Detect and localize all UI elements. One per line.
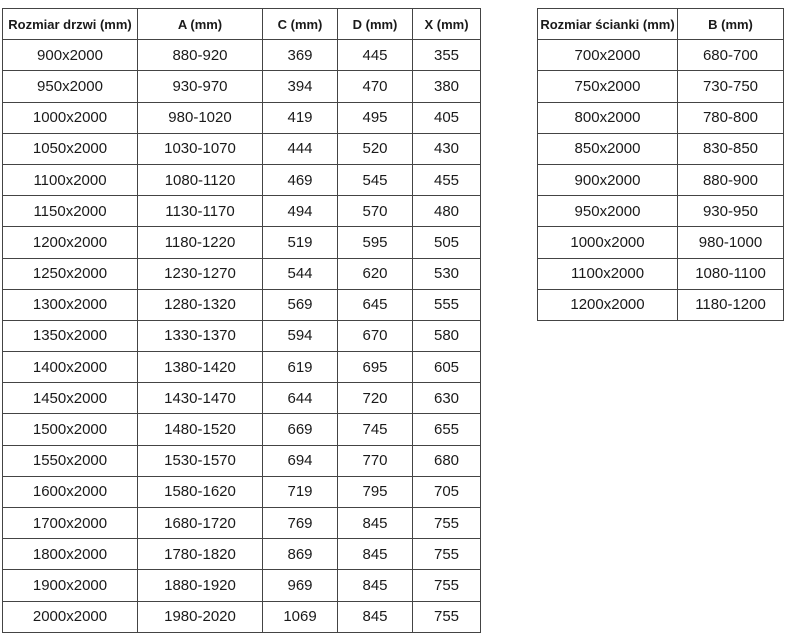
table-row xyxy=(538,196,784,227)
column-header: A (mm) xyxy=(138,9,263,40)
table-cell: 595 xyxy=(338,227,413,258)
table-cell: 1780-1820 xyxy=(138,539,263,570)
table-row xyxy=(3,539,481,570)
table-cell: 830-850 xyxy=(678,133,784,164)
table-cell: 730-750 xyxy=(678,71,784,102)
table-cell: 1230-1270 xyxy=(138,258,263,289)
table-cell: 594 xyxy=(263,320,338,351)
table-cell: 950x2000 xyxy=(3,71,138,102)
table-cell: 950x2000 xyxy=(538,196,678,227)
column-header: X (mm) xyxy=(413,9,481,40)
table-cell: 1200x2000 xyxy=(3,227,138,258)
wall-table-header-row xyxy=(538,9,784,40)
table-row xyxy=(538,164,784,195)
table-cell: 1480-1520 xyxy=(138,414,263,445)
table-cell: 880-900 xyxy=(678,164,784,195)
table-cell: 445 xyxy=(338,40,413,71)
table-cell: 900x2000 xyxy=(538,164,678,195)
table-cell: 750x2000 xyxy=(538,71,678,102)
table-cell: 645 xyxy=(338,289,413,320)
table-cell: 1030-1070 xyxy=(138,133,263,164)
table-cell: 494 xyxy=(263,196,338,227)
table-cell: 850x2000 xyxy=(538,133,678,164)
column-header: C (mm) xyxy=(263,9,338,40)
table-cell: 1300x2000 xyxy=(3,289,138,320)
table-cell: 930-950 xyxy=(678,196,784,227)
table-cell: 2000x2000 xyxy=(3,601,138,632)
table-row xyxy=(3,445,481,476)
table-cell: 444 xyxy=(263,133,338,164)
table-cell: 755 xyxy=(413,570,481,601)
table-cell: 1350x2000 xyxy=(3,320,138,351)
table-cell: 605 xyxy=(413,352,481,383)
table-cell: 1500x2000 xyxy=(3,414,138,445)
table-row xyxy=(3,40,481,71)
table-cell: 930-970 xyxy=(138,71,263,102)
table-cell: 1050x2000 xyxy=(3,133,138,164)
table-cell: 1250x2000 xyxy=(3,258,138,289)
table-cell: 800x2000 xyxy=(538,102,678,133)
door-size-table xyxy=(2,8,481,633)
table-cell: 770 xyxy=(338,445,413,476)
table-row xyxy=(3,508,481,539)
table-row xyxy=(3,476,481,507)
table-cell: 845 xyxy=(338,539,413,570)
column-header: Rozmiar drzwi (mm) xyxy=(3,9,138,40)
wall-size-table xyxy=(537,8,784,321)
table-cell: 630 xyxy=(413,383,481,414)
table-row xyxy=(3,102,481,133)
table-cell: 1680-1720 xyxy=(138,508,263,539)
table-cell: 900x2000 xyxy=(3,40,138,71)
table-row xyxy=(538,133,784,164)
table-row xyxy=(3,71,481,102)
table-cell: 1280-1320 xyxy=(138,289,263,320)
table-cell: 1069 xyxy=(263,601,338,632)
table-cell: 1880-1920 xyxy=(138,570,263,601)
table-cell: 380 xyxy=(413,71,481,102)
table-cell: 695 xyxy=(338,352,413,383)
table-cell: 769 xyxy=(263,508,338,539)
table-cell: 405 xyxy=(413,102,481,133)
table-cell: 1430-1470 xyxy=(138,383,263,414)
table-row xyxy=(3,352,481,383)
table-cell: 969 xyxy=(263,570,338,601)
table-row xyxy=(3,227,481,258)
table-cell: 1150x2000 xyxy=(3,196,138,227)
table-cell: 355 xyxy=(413,40,481,71)
table-cell: 544 xyxy=(263,258,338,289)
table-cell: 555 xyxy=(413,289,481,320)
table-cell: 1100x2000 xyxy=(3,164,138,195)
table-cell: 980-1020 xyxy=(138,102,263,133)
table-cell: 1800x2000 xyxy=(3,539,138,570)
table-cell: 845 xyxy=(338,570,413,601)
table-row xyxy=(3,289,481,320)
table-cell: 755 xyxy=(413,508,481,539)
table-cell: 505 xyxy=(413,227,481,258)
table-cell: 845 xyxy=(338,508,413,539)
table-cell: 1180-1200 xyxy=(678,289,784,320)
table-cell: 1200x2000 xyxy=(538,289,678,320)
column-header: B (mm) xyxy=(678,9,784,40)
table-cell: 1530-1570 xyxy=(138,445,263,476)
table-cell: 755 xyxy=(413,539,481,570)
table-row xyxy=(538,71,784,102)
table-cell: 1080-1120 xyxy=(138,164,263,195)
table-cell: 570 xyxy=(338,196,413,227)
table-cell: 1380-1420 xyxy=(138,352,263,383)
table-cell: 470 xyxy=(338,71,413,102)
table-cell: 719 xyxy=(263,476,338,507)
table-cell: 705 xyxy=(413,476,481,507)
table-cell: 455 xyxy=(413,164,481,195)
table-cell: 694 xyxy=(263,445,338,476)
table-cell: 530 xyxy=(413,258,481,289)
table-cell: 880-920 xyxy=(138,40,263,71)
table-cell: 980-1000 xyxy=(678,227,784,258)
table-cell: 644 xyxy=(263,383,338,414)
table-row xyxy=(538,258,784,289)
table-cell: 545 xyxy=(338,164,413,195)
table-cell: 1130-1170 xyxy=(138,196,263,227)
table-cell: 619 xyxy=(263,352,338,383)
table-cell: 845 xyxy=(338,601,413,632)
table-cell: 1000x2000 xyxy=(3,102,138,133)
table-cell: 369 xyxy=(263,40,338,71)
table-cell: 669 xyxy=(263,414,338,445)
table-row xyxy=(3,196,481,227)
table-cell: 869 xyxy=(263,539,338,570)
table-row xyxy=(3,164,481,195)
table-cell: 780-800 xyxy=(678,102,784,133)
table-row xyxy=(3,258,481,289)
table-cell: 745 xyxy=(338,414,413,445)
table-cell: 755 xyxy=(413,601,481,632)
table-cell: 569 xyxy=(263,289,338,320)
table-cell: 480 xyxy=(413,196,481,227)
table-cell: 1100x2000 xyxy=(538,258,678,289)
table-cell: 495 xyxy=(338,102,413,133)
table-cell: 1080-1100 xyxy=(678,258,784,289)
table-cell: 680 xyxy=(413,445,481,476)
table-row xyxy=(538,40,784,71)
table-cell: 430 xyxy=(413,133,481,164)
table-cell: 680-700 xyxy=(678,40,784,71)
table-cell: 1700x2000 xyxy=(3,508,138,539)
table-row xyxy=(3,320,481,351)
table-cell: 670 xyxy=(338,320,413,351)
table-cell: 469 xyxy=(263,164,338,195)
table-row xyxy=(3,414,481,445)
table-row xyxy=(538,102,784,133)
table-row xyxy=(3,383,481,414)
table-cell: 1450x2000 xyxy=(3,383,138,414)
table-cell: 1580-1620 xyxy=(138,476,263,507)
table-cell: 419 xyxy=(263,102,338,133)
column-header: D (mm) xyxy=(338,9,413,40)
table-cell: 1000x2000 xyxy=(538,227,678,258)
table-row xyxy=(3,570,481,601)
table-cell: 655 xyxy=(413,414,481,445)
table-cell: 1900x2000 xyxy=(3,570,138,601)
table-cell: 394 xyxy=(263,71,338,102)
table-cell: 720 xyxy=(338,383,413,414)
table-cell: 1180-1220 xyxy=(138,227,263,258)
table-cell: 1550x2000 xyxy=(3,445,138,476)
table-row xyxy=(3,133,481,164)
table-cell: 1400x2000 xyxy=(3,352,138,383)
door-table-header-row xyxy=(3,9,481,40)
table-cell: 580 xyxy=(413,320,481,351)
column-header: Rozmiar ścianki (mm) xyxy=(538,9,678,40)
table-cell: 1330-1370 xyxy=(138,320,263,351)
table-cell: 620 xyxy=(338,258,413,289)
table-cell: 1980-2020 xyxy=(138,601,263,632)
table-row xyxy=(538,227,784,258)
table-cell: 795 xyxy=(338,476,413,507)
table-cell: 520 xyxy=(338,133,413,164)
table-row xyxy=(3,601,481,632)
table-cell: 519 xyxy=(263,227,338,258)
table-cell: 1600x2000 xyxy=(3,476,138,507)
table-row xyxy=(538,289,784,320)
table-cell: 700x2000 xyxy=(538,40,678,71)
